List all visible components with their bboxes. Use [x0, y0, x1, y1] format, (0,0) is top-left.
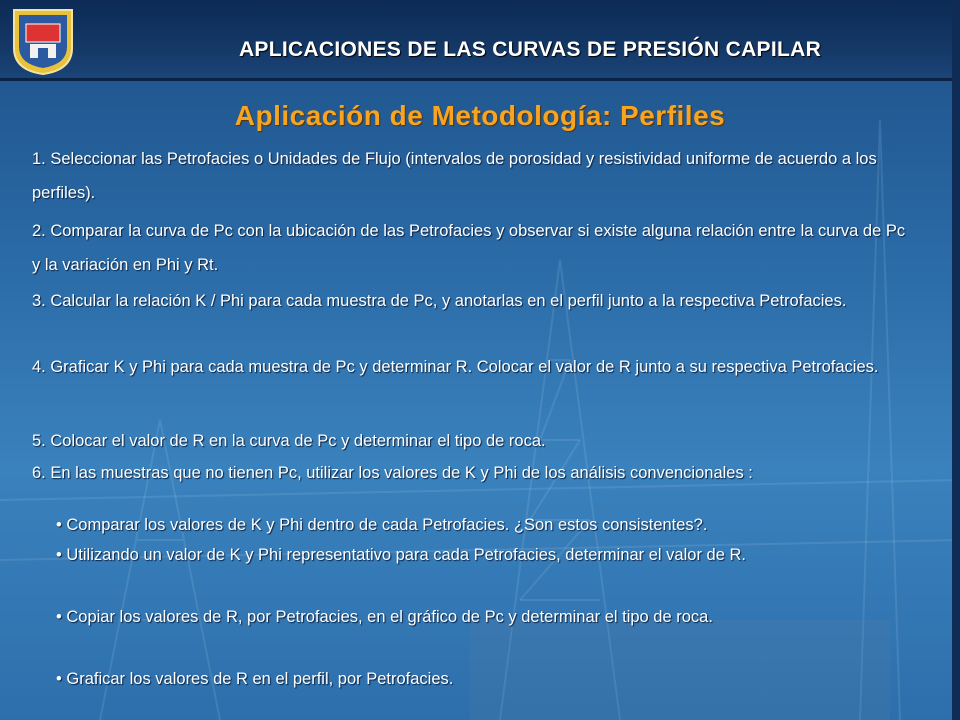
bullet-item — [56, 600, 906, 634]
right-edge-bar — [952, 0, 960, 720]
bullet-item: • Comparar los valores de K y Phi dentro de cada Petrofacies. ¿Son estos consistentes?. — [56, 516, 708, 534]
step-5: 5. Colocar el valor de R en la curva de Pc y determinar el tipo de roca. — [32, 432, 546, 450]
header-title: APLICACIONES DE LAS CURVAS DE PRESIÓN CAPILAR — [238, 38, 822, 61]
step-4: 4. Graficar K y Phi para cada muestra de Pc y determinar R. Colocar el valor de R junto a su respectiva Petrofacies. — [32, 358, 879, 376]
step-1: 1. Seleccionar las Petrofacies o Unidades de Flujo (intervalos de porosidad y resistividad uniforme de acuerdo a los perfiles). — [32, 150, 877, 202]
slide-subtitle: Aplicación de Metodología: Perfiles — [234, 100, 726, 131]
step-6: 6. En las muestras que no tienen Pc, utilizar los valores de K y Phi de los análisis convencionales : — [32, 464, 753, 482]
bullet-item: • Graficar los valores de R en el perfil, por Petrofacies. — [56, 670, 454, 688]
step-3: 3. Calcular la relación K / Phi para cada muestra de Pc, y anotarlas en el perfil junto a la respectiva Petrofacies. — [32, 292, 847, 310]
step-2: 2. Comparar la curva de Pc con la ubicación de las Petrofacies y observar si existe alguna relación entre la curva de Pc y la variación en Phi y Rt. — [32, 222, 906, 274]
bullet-item — [56, 538, 916, 572]
bullet-item-text: • Copiar los valores de R, por Petrofacies, en el gráfico de Pc y determinar el tipo de roca. — [56, 608, 713, 626]
bullet-item-text: • Utilizando un valor de K y Phi representativo para cada Petrofacies, determinar el valor de R. — [56, 546, 746, 564]
university-crest-icon — [8, 4, 78, 76]
header-bar — [0, 0, 960, 81]
